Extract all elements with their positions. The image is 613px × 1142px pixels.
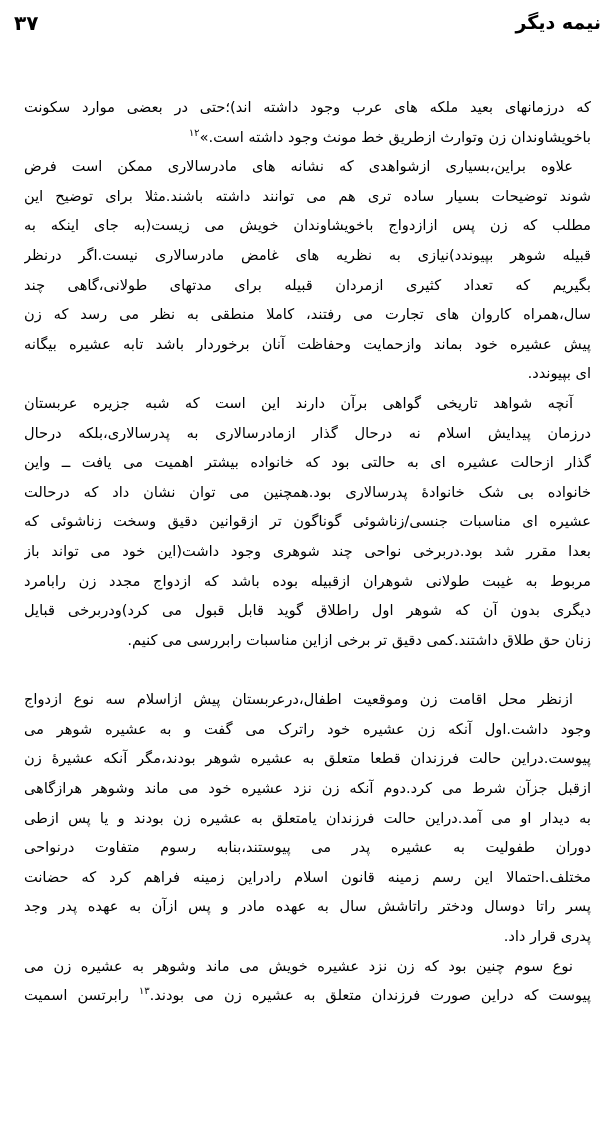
text-line-content: باخویشاوندان زن وتوارث ازطریق خط مونث وجود داشته است.» <box>199 128 591 146</box>
text-line-content: رابرتسن اسمیت <box>24 987 129 1005</box>
text-line: شوند توضیحات بسیار ساده تری هم می توانند داشته باشند.مثلا برای توضیح این <box>24 187 591 205</box>
text-line: آنچه شواهد تاریخی گواهی برآن دارند این است که شبه جزیره عربستان <box>24 394 573 412</box>
paragraph-spacer <box>24 655 591 685</box>
text-line: مربوط به غیبت طولانی شوهران ازقبیله بوده باشد که ازدواج مجدد زن رابامرد <box>24 572 591 590</box>
text-line: بعدا مقرر شد بود.دربرخی نواحی چند شوهری وجود داشت(این خود می تواند باز <box>24 542 591 560</box>
text-line: علاوه براین،بسیاری ازشواهدی که نشانه های مادرسالاری ممکن است فرض <box>24 158 573 176</box>
text-line: وجود داشت.اول آنکه زن عشیره خود راترک می گفت و به عشیره شوهر می <box>24 720 591 738</box>
footnote-reference[interactable]: ۱۳ <box>138 986 150 998</box>
text-line: دیگری بدون آن که شوهر اول راطلاق گوید قابل قبول می کرد)ودربرخی قبایل <box>24 602 591 620</box>
text-line: گذار ازحالت عشیره ای به حالتی بود که خانواده بیشتر اهمیت می یافت ــ واین <box>24 454 591 472</box>
text-line: ای بپیوندد. <box>527 365 591 383</box>
text-line: زنان حق طلاق داشتند.کمی دقیق تر برخی ازاین مناسبات رابررسی می کنیم. <box>127 631 591 649</box>
text-line: پیوست.دراین حالت فرزندان قطعا متعلق به عشیره شوهر بودند،مگر آنکه عشیرهٔ زن <box>24 750 591 768</box>
text-line: قبیله شوهر بپیوندد)نیازی به نظریه های غامض مادرسالاری نیست.اگر درنظر <box>24 246 591 264</box>
text-line: ازنظر محل اقامت زن وموقعیت اطفال،درعربستان پیش ازاسلام سه نوع ازدواج <box>24 691 573 709</box>
text-line <box>24 981 591 1011</box>
text-line: درزمان پیدایش اسلام نه درحال گذار ازمادرسالاری به پدرسالاری،بلکه درحال <box>24 424 591 442</box>
paragraph <box>24 389 591 655</box>
text-line: عشیره ای مناسبات جنسی/زناشوئی گوناگون تر ازقوانین دقیق وسخت زناشوئی که <box>24 513 591 531</box>
text-line: سال،همراه کاروان های تجارت می رفتند، کاملا منطقی به نظر می رسد که زن <box>24 306 591 324</box>
text-line: بگیریم که تعداد کثیری ازمردان قبیله برای مدتهای طولانی،گاهی چند <box>24 276 591 294</box>
text-line: خانواده بی شک خانوادهٔ پدرسالاری بود.همچنین می توان نشان داد که درحالت <box>24 483 591 501</box>
text-line <box>24 123 591 153</box>
text-line: ازقبل جزآن شرط می کرد.دوم آنکه زن نزد عشیره خود می ماند وشوهر هرازگاهی <box>24 780 591 798</box>
text-line: پسر راتا دوسال ودختر راتاشش سال به عهده مادر و پس ازآن به عهده پدر وجد <box>24 898 591 916</box>
text-line: به دیدار او می آمد.دراین حالت فرزندان یامتعلق به عشیره زن بودند و یا پس ازطی <box>24 809 591 827</box>
text-line: مختلف.احتمالا این رسم زمینه قانون اسلام رادراین زمینه فراهم کرد که حضانت <box>24 868 591 886</box>
text-line: نوع سوم چنین بود که زن نزد عشیره خویش می ماند وشوهر به عشیره زن می <box>24 957 573 975</box>
paragraph <box>24 685 591 951</box>
text-line: پدری قرار داد. <box>503 928 591 946</box>
footnote-reference[interactable]: ۱۲ <box>188 127 200 139</box>
text-line: که درزمانهای بعید ملکه های عرب وجود داشته اند)؛حتی در بعضی موارد سکونت <box>24 99 591 116</box>
text-line-content: پیوست که دراین صورت فرزندان متعلق به عشیره زن می بودند. <box>149 987 591 1005</box>
running-header <box>14 6 601 40</box>
text-line: مطلب که زن پس ازازدواج باخویشاوندان خویش می زیست(به جای اینکه به <box>24 217 591 235</box>
running-title: نیمه دیگر <box>515 12 601 34</box>
paragraph <box>24 952 591 1011</box>
page-number: ۳۷ <box>14 11 39 35</box>
paragraph <box>24 152 591 389</box>
text-line: پیش عشیره خود بماند وازحمایت وحفاظت آنان برخوردار باشد تابه عشیره بیگانه <box>24 335 591 353</box>
body-text <box>24 93 591 1011</box>
paragraph <box>24 93 591 152</box>
text-line: دوران طفولیت به عشیره پدر می پیوستند،بنابه رسوم متفاوت درنواحی <box>24 839 591 857</box>
